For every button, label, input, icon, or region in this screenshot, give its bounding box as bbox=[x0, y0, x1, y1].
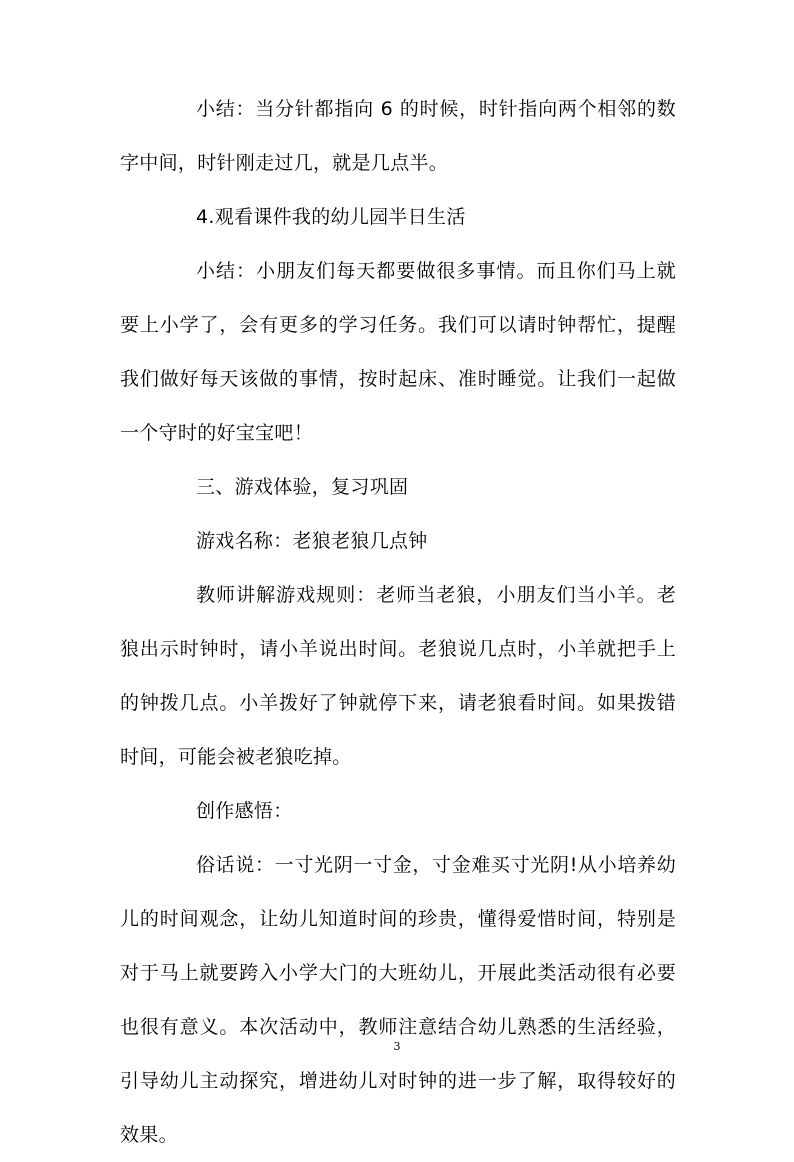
section-heading-game: 三、游戏体验，复习巩固 bbox=[196, 476, 409, 498]
paragraph-reflection-heading: 创作感悟： bbox=[196, 800, 293, 822]
document-body bbox=[120, 82, 676, 1162]
paragraph-reflection-body: 俗话说：一寸光阴一寸金，寸金难买寸光阴!从小培养幼儿的时间观念，让幼儿知道时间的珍贵，懂得爱惜时间，特别是对于马上就要跨入小学大门的大班幼儿，开展此类活动很有必要也很有意义。本次活动中，教师注意结合幼儿熟悉的生活经验，引导幼儿主动探究，增进幼儿对时钟的进一步了解，取得较好的效果。 bbox=[120, 854, 676, 1146]
paragraph-courseware-heading: 4.观看课件我的幼儿园半日生活 bbox=[196, 206, 466, 228]
paragraph-game-rules: 教师讲解游戏规则：老师当老狼，小朋友们当小羊。老狼出示时钟时，请小羊说出时间。老狼说几点时，小羊就把手上的钟拨几点。小羊拨好了钟就停下来，请老狼看时间。如果拨错时间，可能会被老狼吃掉。 bbox=[120, 584, 676, 768]
page-number: 3 bbox=[393, 1040, 401, 1053]
paragraph-summary-half-hour: 小结：当分针都指向 6 的时候，时针指向两个相邻的数字中间，时针刚走过几，就是几点半。 bbox=[120, 98, 676, 174]
paragraph-game-name: 游戏名称：老狼老狼几点钟 bbox=[196, 530, 428, 552]
paragraph-summary-daily-life: 小结：小朋友们每天都要做很多事情。而且你们马上就要上小学了，会有更多的学习任务。我们可以请时钟帮忙，提醒我们做好每天该做的事情，按时起床、准时睡觉。让我们一起做一个守时的好宝宝吧！ bbox=[120, 260, 676, 444]
